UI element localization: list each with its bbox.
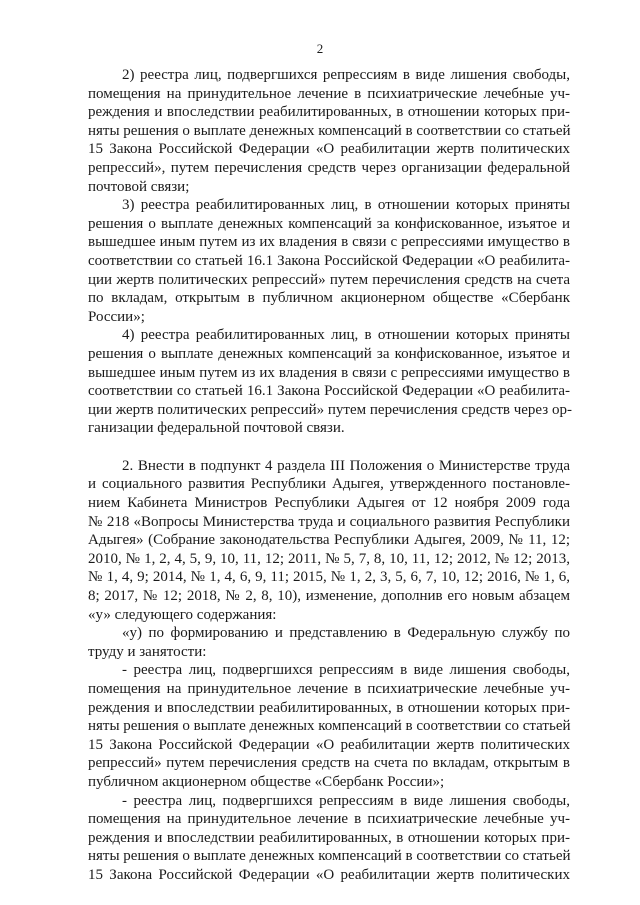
text-line: № 1, 4, 9; 2014, № 1, 4, 6, 9, 11; 2015, № 1, 2, 3, 5, 6, 7, 10, 12; 2016, № 1, 6, bbox=[88, 569, 570, 586]
text-line: вышедшее иным путем из их владения в связи с репрессиями имущество в bbox=[88, 234, 570, 251]
paragraph bbox=[88, 196, 570, 326]
text-line: 15 Закона Российской Федерации «О реабилитации жертв политических bbox=[88, 736, 570, 753]
text-line: «у» следующего содержания: bbox=[88, 606, 277, 623]
text-line: 15 Закона Российской Федерации «О реабилитации жертв политических bbox=[88, 141, 570, 158]
text-line: почтовой связи; bbox=[88, 178, 190, 195]
paragraph bbox=[88, 661, 570, 791]
text-line: реждения и впоследствии реабилитированных, в отношении которых при- bbox=[88, 104, 570, 121]
text-line: по вкладам, открытым в публичном акционерном обществе «Сбербанк bbox=[88, 290, 570, 307]
text-line: 2010, № 1, 2, 4, 5, 9, 10, 11, 12; 2011, № 5, 7, 8, 10, 11, 12; 2012, № 12; 2013, bbox=[88, 550, 570, 567]
text-line: реждения и впоследствии реабилитированных, в отношении которых при- bbox=[88, 829, 570, 846]
text-line: России»; bbox=[88, 308, 145, 325]
text-line: 3) реестра реабилитированных лиц, в отношении которых приняты bbox=[122, 197, 570, 214]
text-line: вышедшее иным путем из их владения в связи с репрессиями имущество в bbox=[88, 364, 570, 381]
text-line: репрессий» путем перечисления средств на счета по вкладам, открытым в bbox=[88, 755, 570, 772]
paragraph bbox=[88, 326, 570, 438]
text-line: няты решения о выплате денежных компенсаций в соответствии со статьей bbox=[88, 122, 571, 139]
text-line: решения о выплате денежных компенсаций за конфискованное, изъятое и bbox=[88, 345, 570, 362]
text-line: - реестра лиц, подвергшихся репрессиям в виде лишения свободы, bbox=[122, 662, 570, 679]
text-line: решения о выплате денежных компенсаций за конфискованное, изъятое и bbox=[88, 215, 570, 232]
text-line: няты решения о выплате денежных компенсаций в соответствии со статьей bbox=[88, 848, 571, 865]
paragraph bbox=[88, 66, 570, 196]
text-line: соответствии со статьей 16.1 Закона Российской Федерации «О реабилита- bbox=[88, 252, 570, 269]
text-line: 15 Закона Российской Федерации «О реабилитации жертв политических bbox=[88, 866, 570, 883]
page-number: 2 bbox=[316, 41, 324, 56]
text-line: 2. Внести в подпункт 4 раздела III Положения о Министерстве труда bbox=[122, 457, 570, 474]
text-line: репрессий», путем перечисления средств через организации федеральной bbox=[88, 159, 570, 176]
text-line: - реестра лиц, подвергшихся репрессиям в виде лишения свободы, bbox=[122, 792, 570, 809]
text-line: няты решения о выплате денежных компенсаций в соответствии со статьей bbox=[88, 718, 571, 735]
paragraph-spacer bbox=[88, 438, 570, 457]
text-line: 4) реестра реабилитированных лиц, в отношении которых приняты bbox=[122, 327, 570, 344]
paragraph bbox=[88, 457, 570, 624]
paragraph bbox=[88, 624, 570, 661]
text-line: реждения и впоследствии реабилитированных, в отношении которых при- bbox=[88, 699, 570, 716]
text-line: № 218 «Вопросы Министерства труда и социального развития Республики bbox=[88, 513, 570, 530]
paragraph bbox=[88, 792, 570, 885]
text-line: ганизации федеральной почтовой связи. bbox=[88, 420, 345, 437]
text-line: соответствии со статьей 16.1 Закона Российской Федерации «О реабилита- bbox=[88, 383, 570, 400]
text-line: «у) по формированию и представлению в Федеральную службу по bbox=[122, 625, 570, 642]
text-line: 8; 2017, № 12; 2018, № 2, 8, 10), изменение, дополнив его новым абзацем bbox=[88, 588, 570, 605]
text-line: Адыгея» (Собрание законодательства Республики Адыгея, 2009, № 11, 12; bbox=[88, 532, 570, 549]
text-line: помещения на принудительное лечение в психиатрические лечебные уч- bbox=[88, 85, 570, 102]
text-line: труду и занятости: bbox=[88, 643, 207, 660]
text-line: ции жертв политических репрессий» путем перечисления средств через ор- bbox=[88, 401, 572, 418]
document-body bbox=[88, 66, 570, 885]
text-line: и социального развития Республики Адыгея, утвержденного постановле- bbox=[88, 476, 570, 493]
text-line: помещения на принудительное лечение в психиатрические лечебные уч- bbox=[88, 811, 570, 828]
text-line: нием Кабинета Министров Республики Адыгея от 12 ноября 2009 года bbox=[88, 495, 570, 512]
text-line: ции жертв политических репрессий» путем перечисления средств на счета bbox=[88, 271, 570, 288]
text-line: публичном акционерном обществе «Сбербанк России»; bbox=[88, 773, 445, 790]
text-line: 2) реестра лиц, подвергшихся репрессиям в виде лишения свободы, bbox=[122, 67, 570, 83]
text-line: помещения на принудительное лечение в психиатрические лечебные уч- bbox=[88, 681, 570, 697]
